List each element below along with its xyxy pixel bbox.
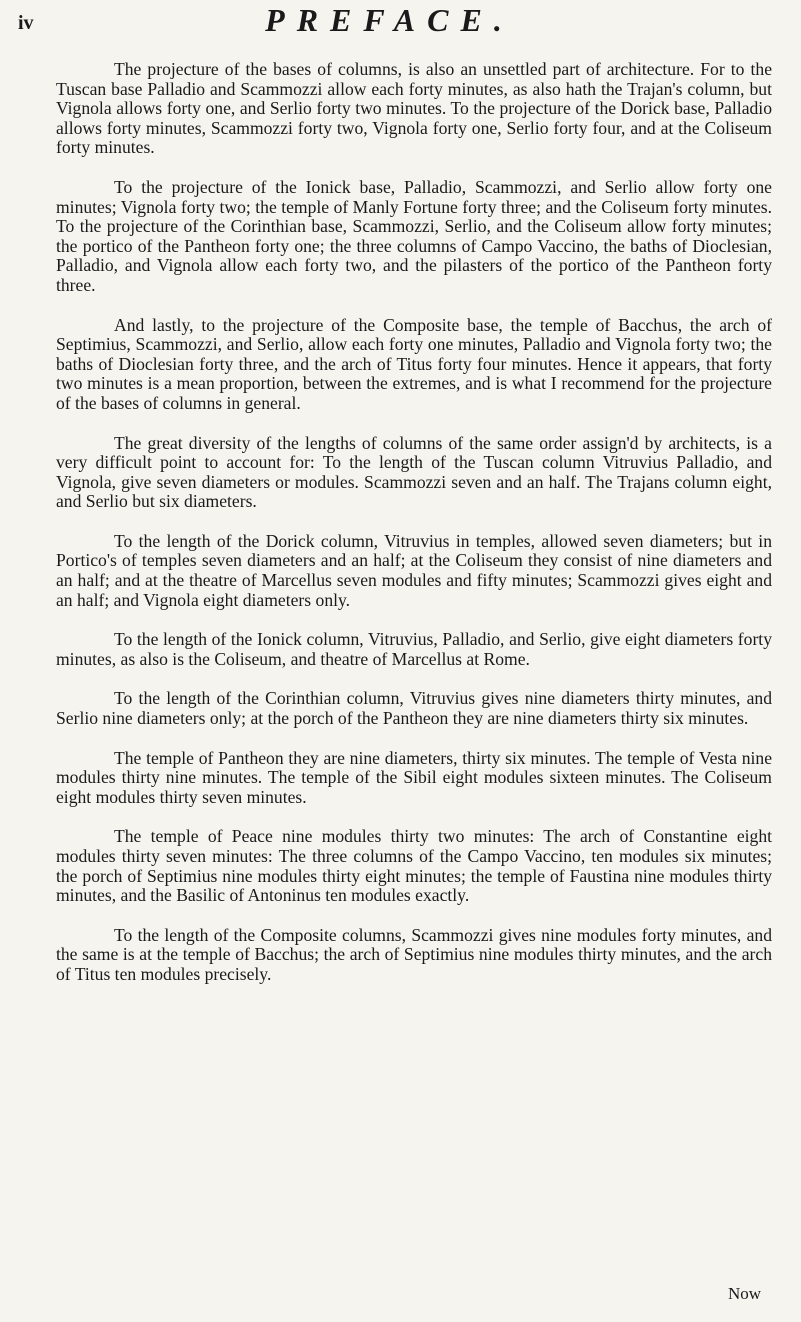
paragraph: The projecture of the bases of columns, is also an unsettled part of architecture. For to the Tuscan base Palladio and Scammozzi allow each forty minutes, as also hath the Trajan's column, but Vignola allows forty one, and Serlio forty two minutes. To the projecture of the Dorick base, Palladio allows forty minutes, Scammozzi forty two, Vignola forty one, Serlio forty four, and at the Coliseum forty minutes.: [56, 59, 772, 158]
paragraph: To the length of the Corinthian column, Vitruvius gives nine diameters thirty minutes, and Serlio nine diameters only; at the porch of the Pantheon they are nine diameters thirty six minutes.: [56, 688, 772, 729]
paragraph: The temple of Pantheon they are nine diameters, thirty six minutes. The temple of Vesta nine modules thirty nine minutes. The temple of the Sibil eight modules sixteen minutes. The Coliseum eight modules thirty seven minutes.: [56, 747, 772, 807]
paragraph: To the length of the Ionick column, Vitruvius, Palladio, and Serlio, give eight diameters forty minutes, as also is the Coliseum, and theatre of Marcellus at Rome.: [56, 629, 772, 669]
paragraph: The temple of Peace nine modules thirty two minutes: The arch of Constantine eight modules thirty seven minutes: The three columns of the Campo Vaccino, ten modules six minutes; the porch of Septimius nine modules thirty eight minutes; the temple of Faustina nine modules thirty minutes, and the Basilic of Antoninus ten modules exactly.: [56, 826, 772, 906]
paragraph: To the projecture of the Ionick base, Palladio, Scammozzi, and Serlio allow forty one minutes; Vignola forty two; the temple of Manly Fortune forty three; and the Coliseum forty minutes. To the projecture of the Corinthian base, Scammozzi, Serlio, and the Coliseum allow forty minutes; the portico of the Pantheon forty one; the three columns of Campo Vaccino, the baths of Dioclesian, Palladio, and Vignola allow each forty two, and the pilasters of the portico of the Pantheon forty three.: [56, 176, 772, 295]
paragraph: To the length of the Composite columns, Scammozzi gives nine modules forty minutes, and the same is at the temple of Bacchus; the arch of Septimius nine modules thirty minutes, and the arch of Titus ten modules precisely.: [56, 924, 772, 984]
paragraph: The great diversity of the lengths of columns of the same order assign'd by architects, is a very difficult point to account for: To the length of the Tuscan column Vitruvius Palladio, and Vignola, give seven diameters or modules. Scammozzi seven and an half. The Trajans column eight, and Serlio but six diameters.: [56, 432, 772, 512]
running-head: PREFACE.: [265, 2, 514, 38]
paragraph: To the length of the Dorick column, Vitruvius in temples, allowed seven diameters; but in Portico's of temples seven diameters and an half; at the Coliseum they consist of nine diameters and an half; and at the theatre of Marcellus seven modules and fifty minutes; Scammozzi gives eight and an half; and Vignola eight diameters only.: [56, 530, 772, 610]
body-text: [56, 60, 772, 1005]
page-header: [18, 2, 761, 42]
page-number: iv: [18, 12, 34, 34]
paragraph: And lastly, to the projecture of the Composite base, the temple of Bacchus, the arch of Septimius, Scammozzi, and Serlio, allow each forty one minutes, Palladio and Vignola forty two; the baths of Dioclesian forty three, and the arch of Titus forty four minutes. Hence it appears, that forty two minutes is a mean proportion, between the extremes, and is what I recommend for the projecture of the bases of columns in general.: [56, 314, 772, 413]
catchword: Now: [727, 1284, 761, 1303]
